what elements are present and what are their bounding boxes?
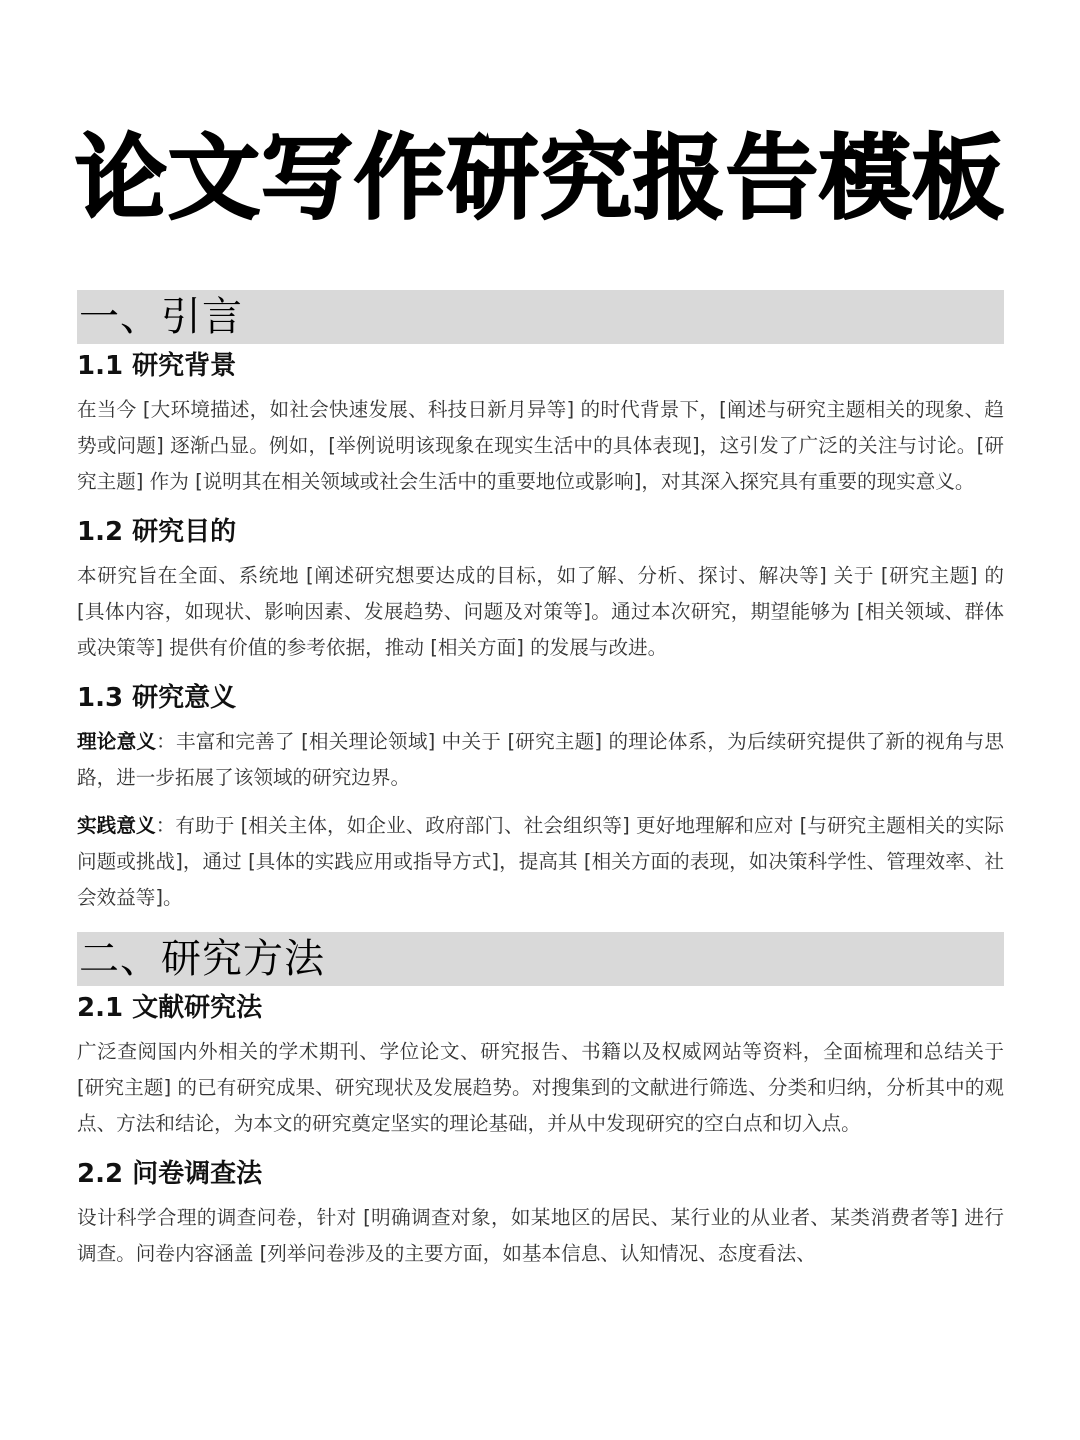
- section-heading-methods: 二、研究方法: [77, 932, 1004, 986]
- paragraph-purpose: 本研究旨在全面、系统地 [阐述研究想要达成的目标，如了解、分析、探讨、解决等] 关于 [研究主题] 的 [具体内容，如现状、影响因素、发展趋势、问题及对策等]。通过本次研究，期望能够为 [相关领域、群体或决策等] 提供有价值的参考依据，推动 [相关方面] 的发展与改进。: [77, 564, 1004, 659]
- text-theoretical-significance: 丰富和完善了 [相关理论领域] 中关于 [研究主题] 的理论体系，为后续研究提供了新的视角与思路，进一步拓展了该领域的研究边界。: [77, 730, 1005, 789]
- paragraph-questionnaire: 设计科学合理的调查问卷，针对 [明确调查对象，如某地区的居民、某行业的从业者、某类消费者等] 进行调查。问卷内容涵盖 [列举问卷涉及的主要方面，如基本信息、认知情况、态度看法、: [77, 1206, 1004, 1265]
- subsection-heading-significance: 1.3 研究意义: [77, 683, 237, 713]
- label-theoretical-significance: 理论意义: [77, 730, 157, 753]
- document-title: 论文写作研究报告模板: [74, 124, 1005, 232]
- paragraph-practical-significance: [77, 808, 1004, 916]
- separator: ：: [155, 814, 176, 837]
- subsection-heading-questionnaire: 2.2 问卷调查法: [77, 1159, 263, 1189]
- paragraph-background: 在当今 [大环境描述，如社会快速发展、科技日新月异等] 的时代背景下，[阐述与研究主题相关的现象、趋势或问题] 逐渐凸显。例如，[举例说明该现象在现实生活中的具体表现]，这引发了广泛的关注与讨论。[研究主题] 作为 [说明其在相关领域或社会生活中的重要地位或影响]，对其深入探究具有重要的现实意义。: [77, 398, 1004, 493]
- section-heading-introduction: 一、引言: [77, 290, 1004, 344]
- text-practical-significance: 有助于 [相关主体，如企业、政府部门、社会组织等] 更好地理解和应对 [与研究主题相关的实际问题或挑战]，通过 [具体的实践应用或指导方式]，提高其 [相关方面的表现，如决策科学性、管理效率、社会效益等]。: [77, 814, 1005, 909]
- subsection-heading-purpose: 1.2 研究目的: [77, 517, 237, 547]
- subsection-heading-literature-research: 2.1 文献研究法: [77, 993, 263, 1023]
- label-practical-significance: 实践意义: [77, 814, 156, 837]
- paragraph-theoretical-significance: [77, 724, 1004, 796]
- subsection-heading-background: 1.1 研究背景: [77, 351, 237, 381]
- document-body: [77, 290, 1004, 1272]
- separator: ：: [156, 730, 176, 753]
- paragraph-literature-research: 广泛查阅国内外相关的学术期刊、学位论文、研究报告、书籍以及权威网站等资料，全面梳理和总结关于 [研究主题] 的已有研究成果、研究现状及发展趋势。对搜集到的文献进行筛选、分类和归纳，分析其中的观点、方法和结论，为本文的研究奠定坚实的理论基础，并从中发现研究的空白点和切入点。: [77, 1040, 1004, 1135]
